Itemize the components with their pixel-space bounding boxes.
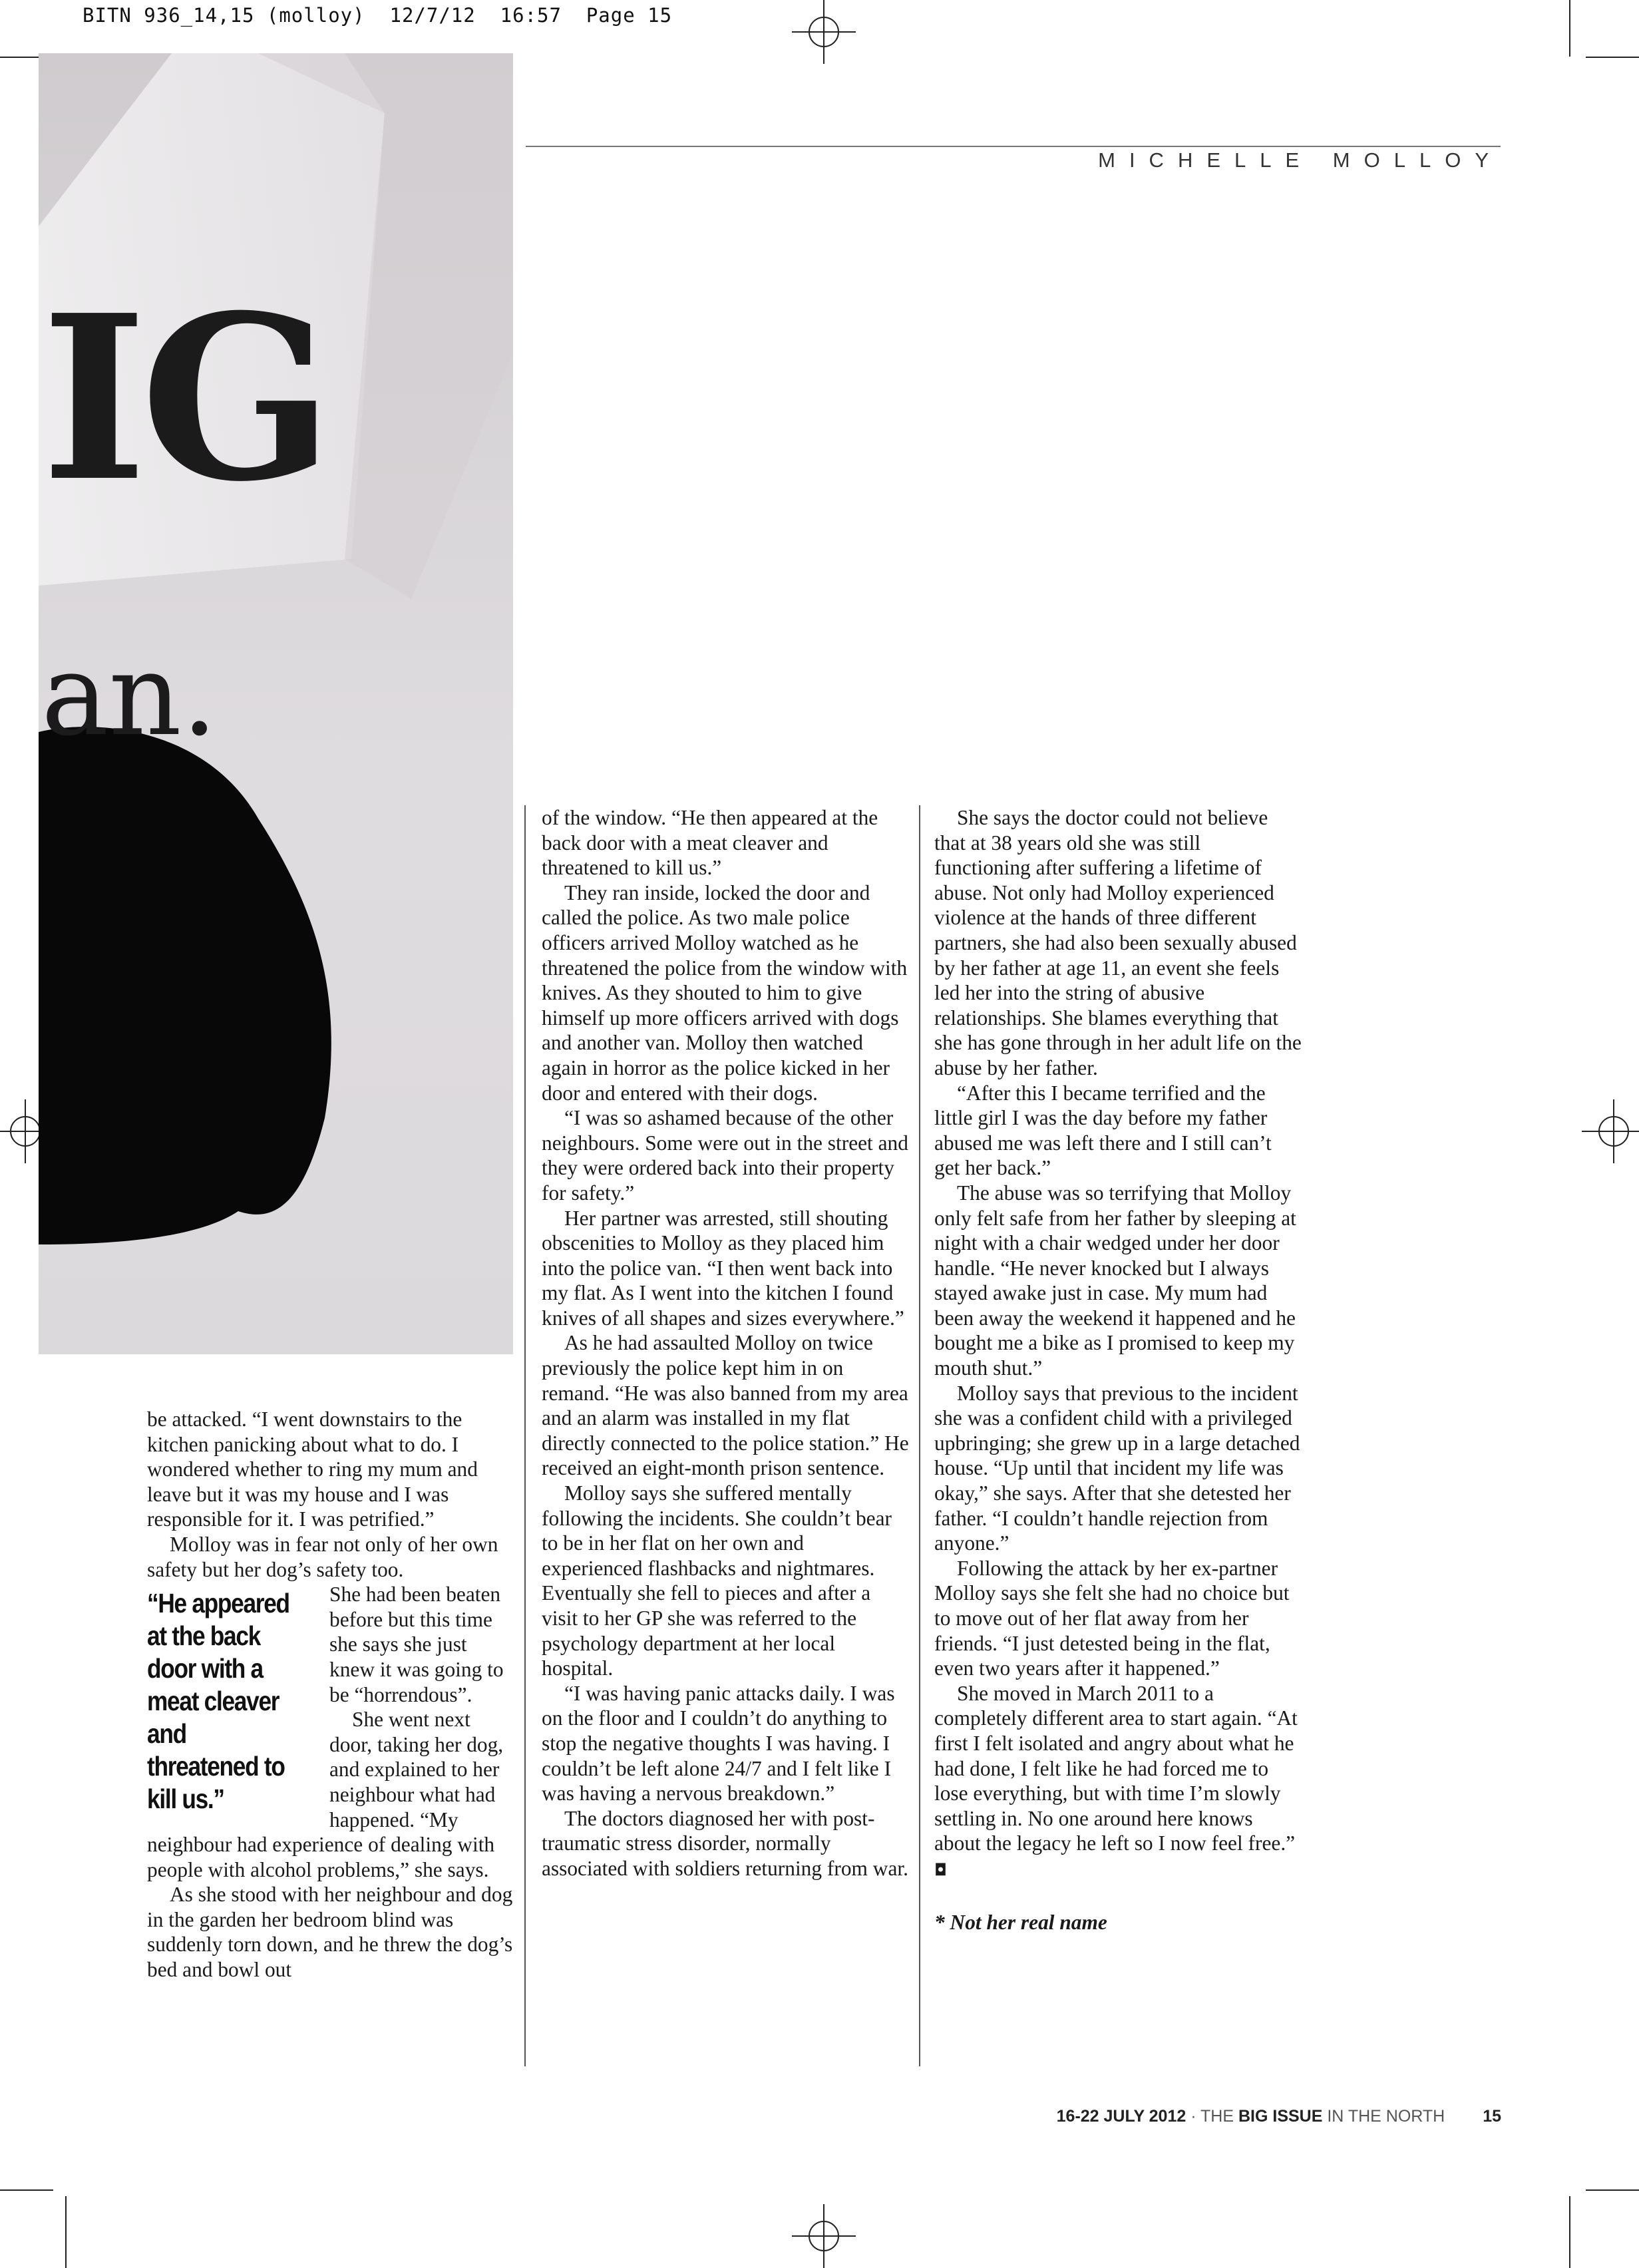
article-paragraph: She had been beaten before but this time she says she just knew it was going to be “horrendous”. [329, 1583, 504, 1706]
crop-mark [1569, 0, 1570, 57]
article-paragraph: be attacked. “I went downstairs to the kitchen panicking about what to do. I wondered whether to ring my mum and leave but it was my house and I was responsible for it. I was petrified.” [147, 1408, 478, 1531]
article-paragraph: She says the doctor could not believe that at 38 years old she was still functioning after suffering a lifetime of abuse. Not only had Molloy experienced violence at the hands of three different partners, she had also been sexually abused by her father at age 11, an event she feels led her into the string of abusive relationships. She blames everything that she has gone through in her adult life on the abuse by her father. [934, 806, 1302, 1079]
article-paragraph: of the window. “He then appeared at the back door with a meat cleaver and threatened to kill us.” [542, 806, 878, 880]
article-paragraph: The abuse was so terrifying that Molloy only felt safe from her father by sleeping at night with a chair wedged under her door handle. “He never knocked but I always stayed awake just in case. My mum had been away the weekend it happened and he bought me a bike as I promised to keep my mouth shut.” [934, 1181, 1296, 1380]
article-paragraph: As she stood with her neighbour and dog in the garden her bedroom blind was suddenly torn down, and he threw the dog’s bed and bowl out [147, 1883, 513, 1982]
article-paragraph: Molloy says she suffered mentally following the incidents. She couldn’t bear to be in her flat on her own and experienced flashbacks and nightmares. Eventually she fell to pieces and after a visit to her GP she was referred to the psychology department at her local hospital. [542, 1481, 892, 1680]
article-column-3 [934, 805, 1302, 1935]
printer-slug-line: BITN 936_14,15 (molloy) 12/7/12 16:57 Page 15 [83, 4, 673, 27]
article-paragraph: Her partner was arrested, still shouting obscenities to Molloy as they placed him into the police van. “I then went back into my flat. As I went into the kitchen I found knives of all shapes and sizes everywhere.” [542, 1206, 904, 1330]
crop-mark [1569, 2196, 1570, 2268]
crop-mark [1586, 57, 1639, 58]
feature-photo [39, 53, 513, 1354]
byline: MICHELLE MOLLOY [1098, 148, 1503, 172]
footnote: * Not her real name [934, 1910, 1107, 1934]
article-column-2 [542, 805, 909, 1881]
issue-date: 16-22 JULY 2012 [1056, 2107, 1186, 2126]
magazine-name: BIG ISSUE [1238, 2107, 1323, 2126]
article-paragraph-text: She moved in March 2011 to a completely different area to start again. “At first I felt isolated and angry about what he had done, I felt like he had forced me to lose everything, but with time I’m slowly settling in. No one around here knows about the legacy he left so I now feel free.” [934, 1681, 1298, 1855]
article-paragraph: She went next door, taking her dog, and explained to her neighbour what had happened. “My neighbour had experience of dealing with people with alcohol problems,” she says. [147, 1708, 504, 1881]
article-paragraph: Molloy says that previous to the incident she was a confident child with a privileged upbringing; she grew up in a large detached house. “Up until that incident my life was okay,” she says. After that she detested her father. “I couldn’t handle rejection from anyone.” [934, 1381, 1300, 1555]
article-paragraph: Molloy was in fear not only of her own safety but her dog’s safety too. [147, 1532, 498, 1581]
crop-mark [0, 2189, 53, 2191]
article-paragraph: The doctors diagnosed her with post-traumatic stress disorder, normally associated with soldiers returning from war. [542, 1806, 908, 1880]
crop-mark [65, 2196, 67, 2268]
article-column-1 [147, 1407, 513, 1983]
column-divider [919, 805, 920, 2066]
magazine-region: IN THE NORTH [1327, 2107, 1445, 2126]
page-number: 15 [1483, 2107, 1501, 2126]
article-paragraph: “After this I became terrified and the little girl I was the day before my father abused me was left there and I still can’t get her back.” [934, 1081, 1272, 1180]
article-paragraph: As he had assaulted Molloy on twice previously the police kept him in on remand. “He was also banned from my area and an alarm was installed in my flat directly connected to the police station.” He received an eight-month prison sentence. [542, 1331, 909, 1480]
headline-fragment: an. [41, 630, 218, 761]
article-paragraph: “I was so ashamed because of the other neighbours. Some were out in the street and they were ordered back into their property for safety.” [542, 1106, 908, 1205]
folio-separator: · [1190, 2107, 1196, 2126]
end-mark-icon: ◘ [934, 1860, 947, 1879]
page-folio [1057, 2107, 1501, 2126]
article-paragraph [934, 1681, 1302, 1883]
headline-fragment: IG [41, 266, 327, 532]
column-divider [524, 805, 526, 2066]
article-paragraph: Following the attack by her ex-partner Molloy says she felt she had no choice but to move out of her flat away from her friends. “I just detested being in the flat, even two years after it happened.” [934, 1556, 1290, 1680]
folio-the: THE [1200, 2107, 1234, 2126]
article-paragraph: They ran inside, locked the door and called the police. As two male police officers arrived Molloy watched as he threatened the police from the window with knives. As they shouted to him to give himself up more officers arrived with dogs and another van. Molloy then watched again in horror as the police kicked in her door and entered with their dogs. [542, 880, 908, 1105]
registration-mark-icon [792, 0, 856, 64]
crop-mark [1586, 2189, 1639, 2191]
header-rule [526, 146, 1501, 147]
registration-mark-icon [1582, 1099, 1639, 1163]
registration-mark-icon [792, 2204, 856, 2268]
pull-quote: “He appeared at the back door with a meat cleaver and threatened to kill us.” [147, 1588, 289, 1815]
article-paragraph: “I was having panic attacks daily. I was on the floor and I couldn’t do anything to stop the negative thoughts I was having. I couldn’t be left alone 24/7 and I felt like I was having a nervous breakdown.” [542, 1681, 895, 1805]
